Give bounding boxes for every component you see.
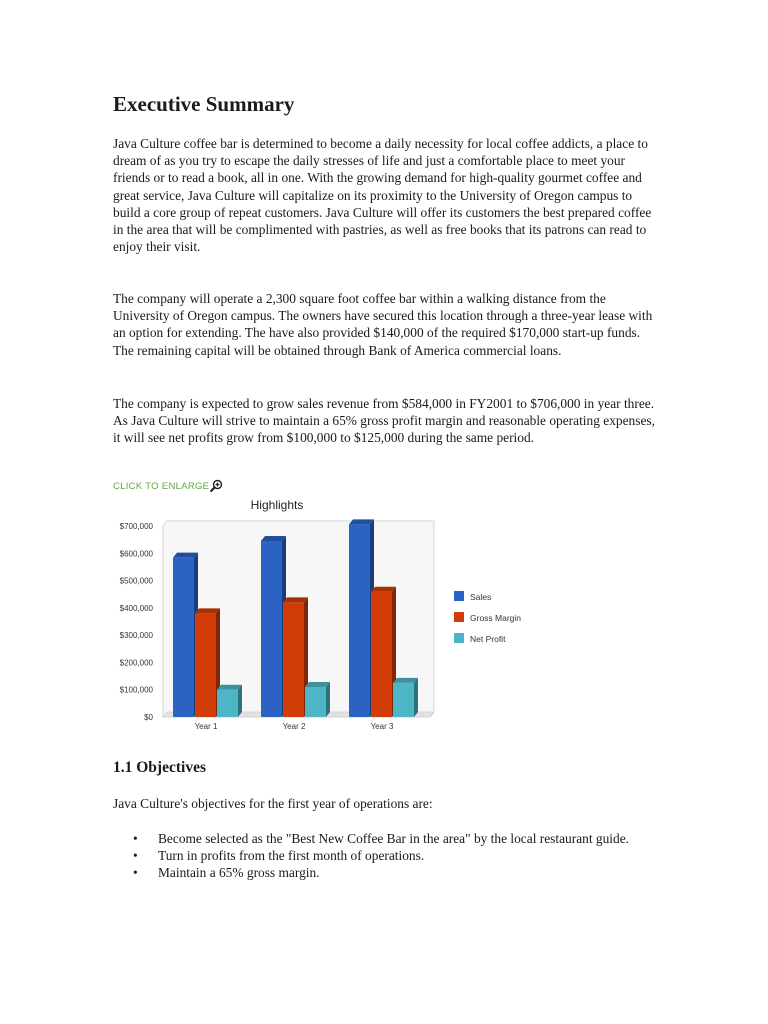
bar-net-profit bbox=[393, 683, 414, 717]
bar-side-net-profit bbox=[414, 678, 418, 717]
bar-top-sales bbox=[173, 553, 198, 558]
x-tick-label: Year 2 bbox=[282, 722, 306, 731]
highlights-chart bbox=[113, 495, 553, 740]
objectives-list bbox=[113, 830, 658, 882]
bar-top-sales bbox=[261, 536, 286, 541]
y-axis-ticks bbox=[120, 522, 154, 722]
bar-side-net-profit bbox=[238, 685, 242, 717]
bar-gross-margin bbox=[283, 602, 304, 717]
document-title: Executive Summary bbox=[113, 92, 295, 116]
list-item bbox=[113, 830, 658, 847]
bar-gross-margin bbox=[371, 592, 392, 717]
bar-sales bbox=[261, 541, 282, 717]
bar-top-net-profit bbox=[305, 682, 330, 687]
bullet-icon: • bbox=[133, 865, 138, 881]
objective-text: Maintain a 65% gross margin. bbox=[158, 865, 320, 881]
bar-sales bbox=[173, 558, 194, 717]
legend-label-sales: Sales bbox=[470, 592, 492, 602]
legend-swatch-sales bbox=[454, 591, 464, 601]
bar-top-gross-margin bbox=[283, 597, 308, 602]
chart-title: Highlights bbox=[250, 498, 304, 512]
legend-swatch-gross-margin bbox=[454, 612, 464, 622]
objectives-intro: Java Culture's objectives for the first year of operations are: bbox=[113, 796, 433, 811]
summary-paragraph-1: Java Culture coffee bar is determined to become a daily necessity for local coffee addicts, a place to dream of as you try to escape the daily stresses of life and just a comfortable place to meet your friends or to read a book, all in one. With the growing demand for high-quality gourmet coffee and great service, Java Culture will capitalize on its proximity to the University of Oregon campus to build a core group of repeat customers. Java Culture will offer its customers the best prepared coffee in the area that will be complimented with pastries, as well as free books that its patrons can read to enjoy their visit. bbox=[113, 136, 652, 255]
list-item bbox=[113, 864, 658, 881]
y-tick-label: $500,000 bbox=[119, 576, 153, 586]
bar-side-net-profit bbox=[326, 682, 330, 717]
list-item bbox=[113, 847, 658, 864]
objective-text: Become selected as the "Best New Coffee Bar in the area" by the local restaurant guide. bbox=[158, 831, 629, 846]
bar-top-sales bbox=[349, 519, 374, 524]
bar-gross-margin bbox=[195, 613, 216, 717]
magnifier-plus-icon bbox=[210, 479, 223, 495]
y-tick-label: $100,000 bbox=[119, 685, 153, 695]
bar-net-profit bbox=[305, 687, 326, 717]
y-tick-label: $600,000 bbox=[119, 549, 153, 559]
objective-text: Turn in profits from the first month of operations. bbox=[158, 848, 425, 864]
bar-net-profit bbox=[217, 690, 238, 717]
bar-top-net-profit bbox=[217, 685, 242, 690]
click-to-enlarge-link[interactable] bbox=[113, 479, 223, 495]
chart-legend bbox=[454, 591, 521, 644]
click-to-enlarge-label: CLICK TO ENLARGE bbox=[113, 481, 210, 492]
legend-swatch-net-profit bbox=[454, 633, 464, 643]
bar-top-gross-margin bbox=[371, 587, 396, 592]
objectives-heading: 1.1 Objectives bbox=[113, 759, 206, 776]
x-axis-labels bbox=[195, 722, 394, 731]
summary-paragraph-2: The company will operate a 2,300 square foot coffee bar within a walking distance from the University of Oregon campus. The owners have secured this location through a three-year lease with an option for extending. The have also provided $140,000 of the required $170,000 start-up funds. The remaining capital will be obtained through Bank of America commercial loans. bbox=[113, 291, 653, 358]
bar-sales bbox=[349, 524, 370, 717]
y-tick-label: $0 bbox=[144, 713, 153, 722]
legend-label-net-profit: Net Profit bbox=[470, 634, 506, 644]
x-tick-label: Year 3 bbox=[370, 722, 394, 731]
bar-top-net-profit bbox=[393, 678, 418, 683]
bullet-icon: • bbox=[133, 831, 138, 846]
y-tick-label: $300,000 bbox=[119, 631, 153, 641]
y-tick-label: $200,000 bbox=[119, 658, 153, 668]
y-tick-label: $400,000 bbox=[119, 603, 153, 613]
legend-label-gross-margin: Gross Margin bbox=[470, 613, 522, 623]
summary-paragraph-3: The company is expected to grow sales revenue from $584,000 in FY2001 to $706,000 in year three. As Java Culture will strive to maintain a 65% gross profit margin and reasonable operating expenses, it will see net profits grow from $100,000 to $125,000 during the same period. bbox=[113, 396, 655, 446]
y-tick-label: $700,000 bbox=[119, 522, 153, 531]
bar-top-gross-margin bbox=[195, 608, 220, 613]
x-tick-label: Year 1 bbox=[194, 722, 218, 731]
bullet-icon: • bbox=[133, 848, 138, 864]
